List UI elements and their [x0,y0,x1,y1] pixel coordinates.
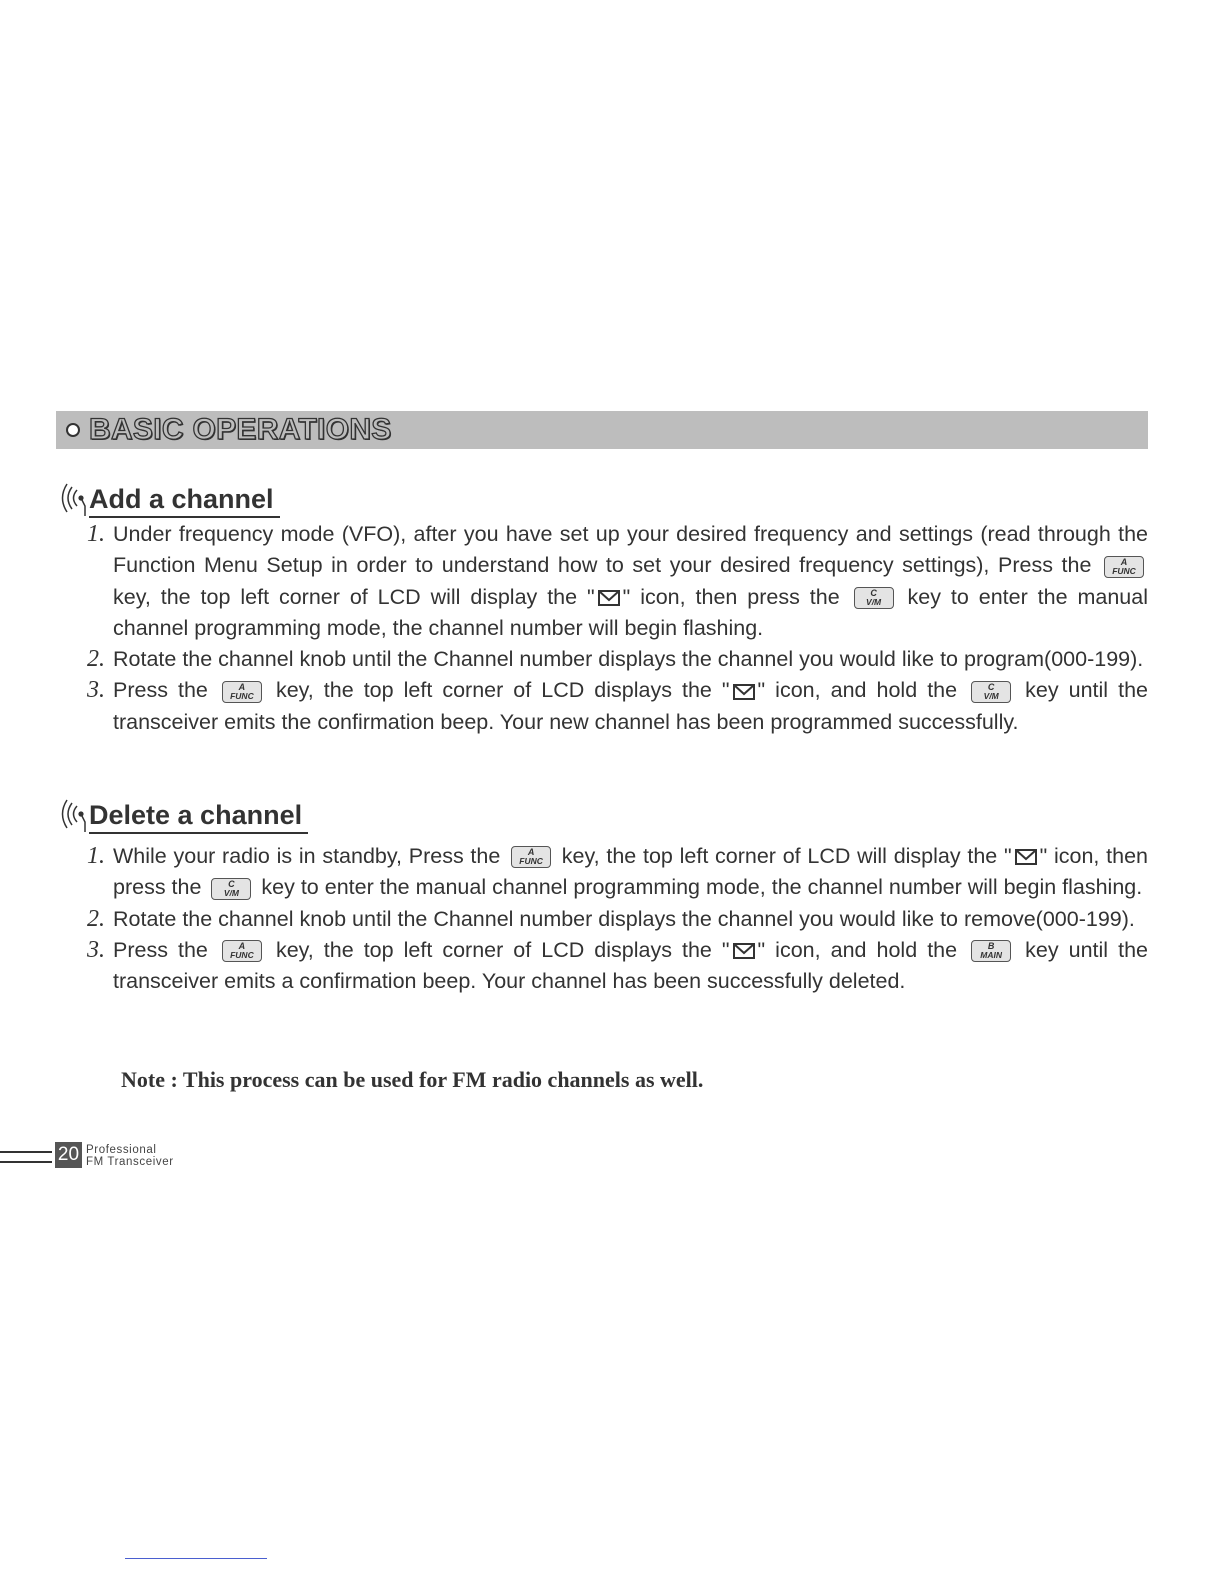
footer-brand: Professional FM Transceiver [86,1144,174,1168]
delete-step-1: 1. While your radio is in standby, Press the A FUNC key, the top left corner of LCD will display the " " icon, then press the C V/M key to enter the manual channel programming mode, the channel number will begin flashing. [87,843,1148,900]
bottom-rule [125,1558,267,1559]
section-title: BASIC OPERATIONS [89,413,392,446]
envelope-icon [733,943,755,959]
delete-channel-title: Delete a channel [89,800,308,834]
section-banner [56,411,1148,449]
delete-step-2: 2. Rotate the channel knob until the Channel number displays the channel you would like to remove(000-199). [85,904,1148,935]
radio-waves-icon [55,478,89,518]
vm-key-icon: C V/M [854,587,894,609]
delete-step-3: 3. Press the A FUNC key, the top left corner of LCD displays the " " icon, and hold the B MAIN key until the transceiver emits a confirmation beep. Your channel has been successfully deleted. [87,936,1148,994]
banner-bullet-icon [66,423,80,437]
step-number: 1. [87,521,105,547]
add-channel-title: Add a channel [89,484,280,518]
envelope-icon [598,590,620,606]
envelope-icon [733,684,755,700]
add-step-1: 1. Under frequency mode (VFO), after you have set up your desired frequency and settings (read through the Function Menu Setup in order to understand how to set your desired frequency settings), Press the A FUNC key, the top left corner of LCD will display the " " icon, then press the C V/M key to enter the manual channel programming mode, the channel number will begin flashing. [87,521,1148,640]
step-number: 3. [87,677,105,704]
note-text: Note : This process can be used for FM radio channels as well. [121,1067,704,1092]
add-step-3: 3. Press the A FUNC key, the top left corner of LCD displays the " " icon, and hold the C V/M key until the transceiver emits the confirmation beep. Your new channel has been programmed successfully. [87,677,1148,734]
vm-key-icon: C V/M [971,681,1011,703]
func-key-icon: A FUNC [511,846,551,868]
delete-channel-steps [85,841,1148,997]
add-step-2: 2. Rotate the channel knob until the Channel number displays the channel you would like to program(000-199). [85,644,1148,675]
radio-waves-icon [55,794,89,834]
func-key-icon: A FUNC [222,681,262,703]
step-number: 3. [87,936,105,963]
func-key-icon: A FUNC [1104,556,1144,578]
footer-rule [0,1151,52,1163]
vm-key-icon: C V/M [211,878,251,900]
add-channel-heading [55,478,280,518]
step-number: 2. [87,646,105,673]
main-key-icon: B MAIN [971,940,1011,962]
step-number: 1. [87,843,105,869]
page-number: 20 [55,1142,82,1168]
add-channel-steps [85,519,1148,738]
step-number: 2. [87,905,105,932]
delete-channel-heading [55,794,308,834]
page-footer [0,1141,260,1171]
envelope-icon [1015,849,1037,865]
func-key-icon: A FUNC [222,940,262,962]
